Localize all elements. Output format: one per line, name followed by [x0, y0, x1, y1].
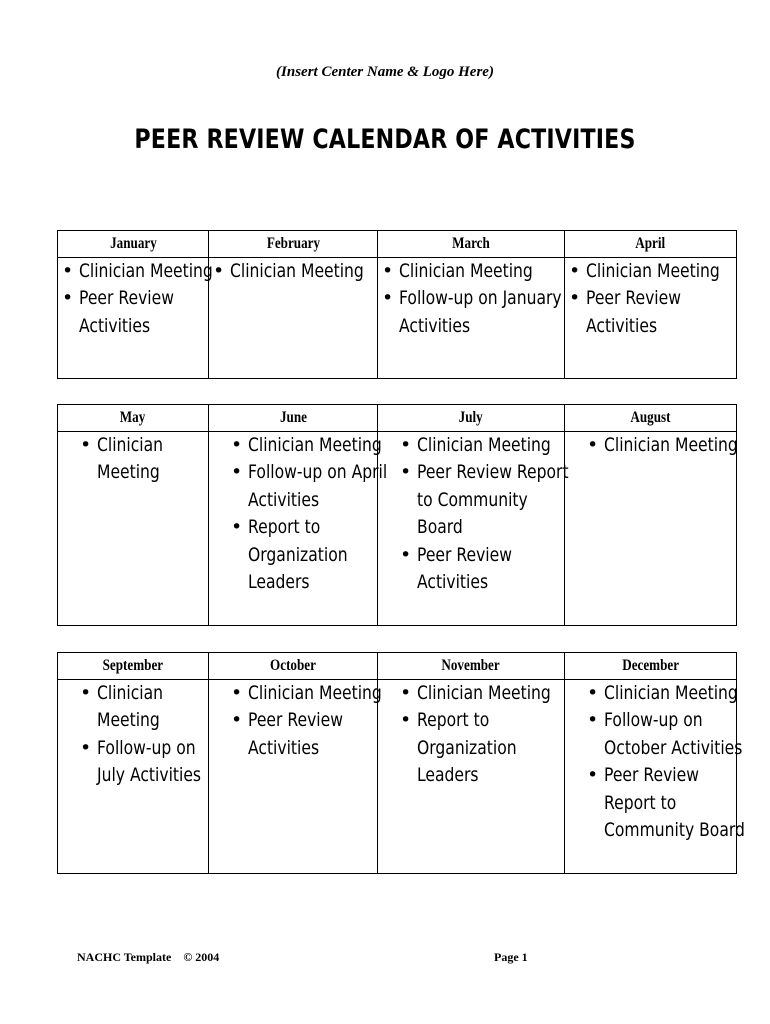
activity-item: [396, 459, 569, 541]
quarter-table-2: [57, 404, 737, 626]
activity-item: [58, 285, 208, 340]
activity-item: [378, 258, 564, 285]
activity-text: • Clinician Meeting: [399, 260, 533, 282]
activity-text: • Peer Review Report: [417, 461, 569, 484]
footer-template-note: NACHC Template © 2004: [77, 950, 220, 964]
quarter-table-1: [57, 230, 737, 379]
activity-text: Activities: [248, 736, 320, 759]
activity-text: • Clinician: [97, 682, 164, 704]
page-title: PEER REVIEW CALENDAR OF ACTIVITIES: [134, 124, 636, 155]
activity-item: [227, 459, 388, 514]
activity-text: Leaders: [248, 571, 310, 594]
activity-item: [227, 707, 377, 762]
month-header: [378, 653, 565, 680]
activity-list: [209, 680, 382, 762]
activity-text: • Clinician Meeting: [586, 260, 720, 282]
activity-text: • Report to: [417, 709, 490, 732]
activity-list: [58, 432, 208, 487]
activity-text: Activities: [399, 314, 471, 337]
activity-item: [565, 258, 736, 285]
activity-list: [565, 432, 736, 459]
activity-list: [378, 258, 564, 340]
activity-text: Leaders: [417, 764, 479, 787]
month-activities-cell: [209, 680, 382, 874]
month-name: June: [279, 409, 307, 426]
month-name: February: [266, 235, 320, 252]
center-name-placeholder: (Insert Center Name & Logo Here): [276, 64, 494, 80]
activity-text: Organization: [248, 543, 348, 566]
activity-text: • Follow-up on: [97, 736, 196, 759]
activity-text: • Clinician: [97, 434, 164, 456]
activity-text: Meeting: [97, 709, 160, 732]
activity-text: Activities: [248, 488, 320, 511]
activity-text: • Clinician Meeting: [79, 260, 213, 282]
month-activities-cell: [209, 258, 378, 379]
month-name: May: [120, 409, 146, 426]
activity-list: [209, 432, 388, 596]
activity-item: [227, 680, 382, 707]
month-name: January: [109, 235, 157, 252]
month-header: [565, 653, 737, 680]
month-name: April: [635, 235, 666, 252]
activity-text: • Follow-up on January: [399, 287, 562, 310]
activity-item: [583, 680, 736, 707]
activity-text: • Clinician Meeting: [248, 682, 382, 704]
activity-item: [58, 258, 213, 285]
activity-item: [583, 707, 743, 762]
month-name: December: [622, 657, 679, 674]
month-activities-cell: [565, 258, 737, 379]
month-header: [58, 653, 209, 680]
month-header: [378, 231, 565, 258]
quarter-table-3: [57, 652, 745, 874]
activity-text: Activities: [586, 314, 658, 337]
activity-text: • Clinician Meeting: [417, 434, 551, 456]
month-activities-cell: [209, 432, 388, 626]
month-activities-cell: [58, 680, 209, 874]
activity-item: [209, 258, 377, 285]
month-activities-cell: [378, 432, 569, 626]
month-activities-cell: [565, 680, 745, 874]
activity-text: • Peer Review: [79, 287, 174, 310]
activity-list: [565, 680, 745, 844]
month-header: [58, 231, 209, 258]
month-header: [565, 405, 737, 432]
activity-list: [565, 258, 736, 340]
activity-text: • Follow-up on: [604, 709, 703, 732]
activity-text: Organization: [417, 736, 517, 759]
activity-text: Board: [417, 516, 463, 539]
activity-text: • Peer Review: [586, 287, 681, 310]
activity-item: [396, 680, 564, 707]
activity-item: [227, 514, 377, 596]
activity-text: • Clinician Meeting: [604, 682, 738, 704]
month-name: August: [630, 409, 671, 426]
month-header: [58, 405, 209, 432]
activity-item: [378, 285, 564, 340]
activity-text: July Activities: [97, 764, 202, 787]
month-name: November: [441, 657, 501, 674]
activity-text: • Clinician Meeting: [417, 682, 551, 704]
month-activities-cell: [378, 258, 565, 379]
activity-item: [76, 432, 208, 487]
month-name: September: [102, 657, 164, 674]
activity-list: [58, 680, 208, 790]
month-name: October: [270, 657, 316, 674]
activity-list: [378, 432, 569, 596]
activity-text: • Clinician Meeting: [248, 434, 382, 456]
activity-list: [378, 680, 564, 790]
month-header: [209, 405, 378, 432]
activity-list: [209, 258, 377, 285]
month-header: [209, 231, 378, 258]
activity-list: [58, 258, 213, 340]
activity-item: [583, 762, 745, 844]
month-activities-cell: [378, 680, 565, 874]
month-name: July: [458, 409, 484, 426]
activity-text: • Peer Review: [604, 764, 699, 787]
activity-text: • Clinician Meeting: [230, 260, 364, 282]
activity-text: Report to: [604, 791, 677, 814]
activity-item: [76, 735, 208, 790]
activity-text: • Clinician Meeting: [604, 434, 738, 456]
activity-text: Meeting: [97, 461, 160, 484]
month-name: March: [452, 235, 490, 252]
activity-item: [396, 432, 564, 459]
activity-text: Activities: [79, 314, 151, 337]
activity-text: • Peer Review: [417, 543, 512, 566]
activity-text: October Activities: [604, 736, 743, 759]
month-activities-cell: [58, 258, 213, 379]
activity-item: [227, 432, 382, 459]
activity-text: • Follow-up on April: [248, 461, 388, 484]
activity-text: Activities: [417, 571, 489, 594]
activity-item: [396, 542, 564, 597]
activity-text: to Community: [417, 488, 528, 511]
month-header: [565, 231, 737, 258]
month-header: [378, 405, 565, 432]
activity-item: [76, 680, 208, 735]
activity-text: • Peer Review: [248, 709, 343, 732]
activity-text: Community Board: [604, 819, 745, 842]
activity-item: [396, 707, 564, 789]
activity-item: [565, 285, 736, 340]
month-activities-cell: [58, 432, 209, 626]
activity-text: • Report to: [248, 516, 321, 539]
activity-item: [583, 432, 736, 459]
month-header: [209, 653, 378, 680]
footer-page-number: Page 1: [494, 950, 528, 964]
month-activities-cell: [565, 432, 737, 626]
